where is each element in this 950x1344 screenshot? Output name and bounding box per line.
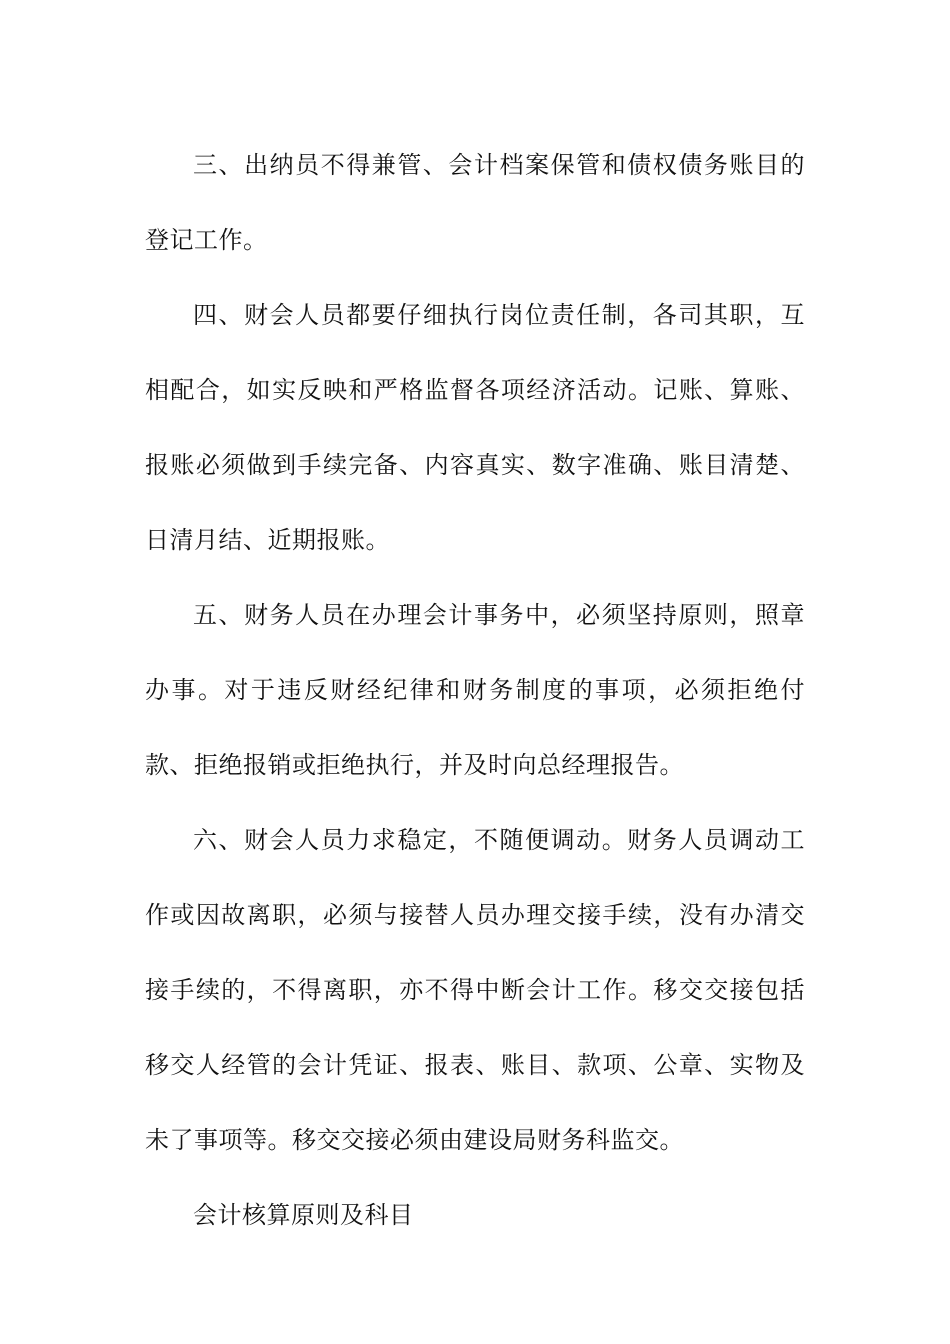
document-body — [145, 128, 805, 1253]
paragraph-4: 四、财会人员都要仔细执行岗位责任制，各司其职，互相配合，如实反映和严格监督各项经济活动。记账、算账、报账必须做到手续完备、内容真实、数字准确、账目清楚、日清月结、近期报账。 — [145, 301, 805, 554]
paragraph-5: 五、财务人员在办理会计事务中，必须坚持原则，照章办事。对于违反财经纪律和财务制度的事项，必须拒绝付款、拒绝报销或拒绝执行，并及时向总经理报告。 — [145, 601, 805, 779]
section-heading: 会计核算原则及科目 — [193, 1201, 414, 1229]
paragraph-6: 六、财会人员力求稳定，不随便调动。财务人员调动工作或因故离职，必须与接替人员办理交接手续，没有办清交接手续的，不得离职，亦不得中断会计工作。移交交接包括移交人经管的会计凭证、报表、账目、款项、公章、实物及未了事项等。移交交接必须由建设局财务科监交。 — [145, 826, 805, 1154]
paragraph-3: 三、出纳员不得兼管、会计档案保管和债权债务账目的登记工作。 — [145, 151, 805, 254]
